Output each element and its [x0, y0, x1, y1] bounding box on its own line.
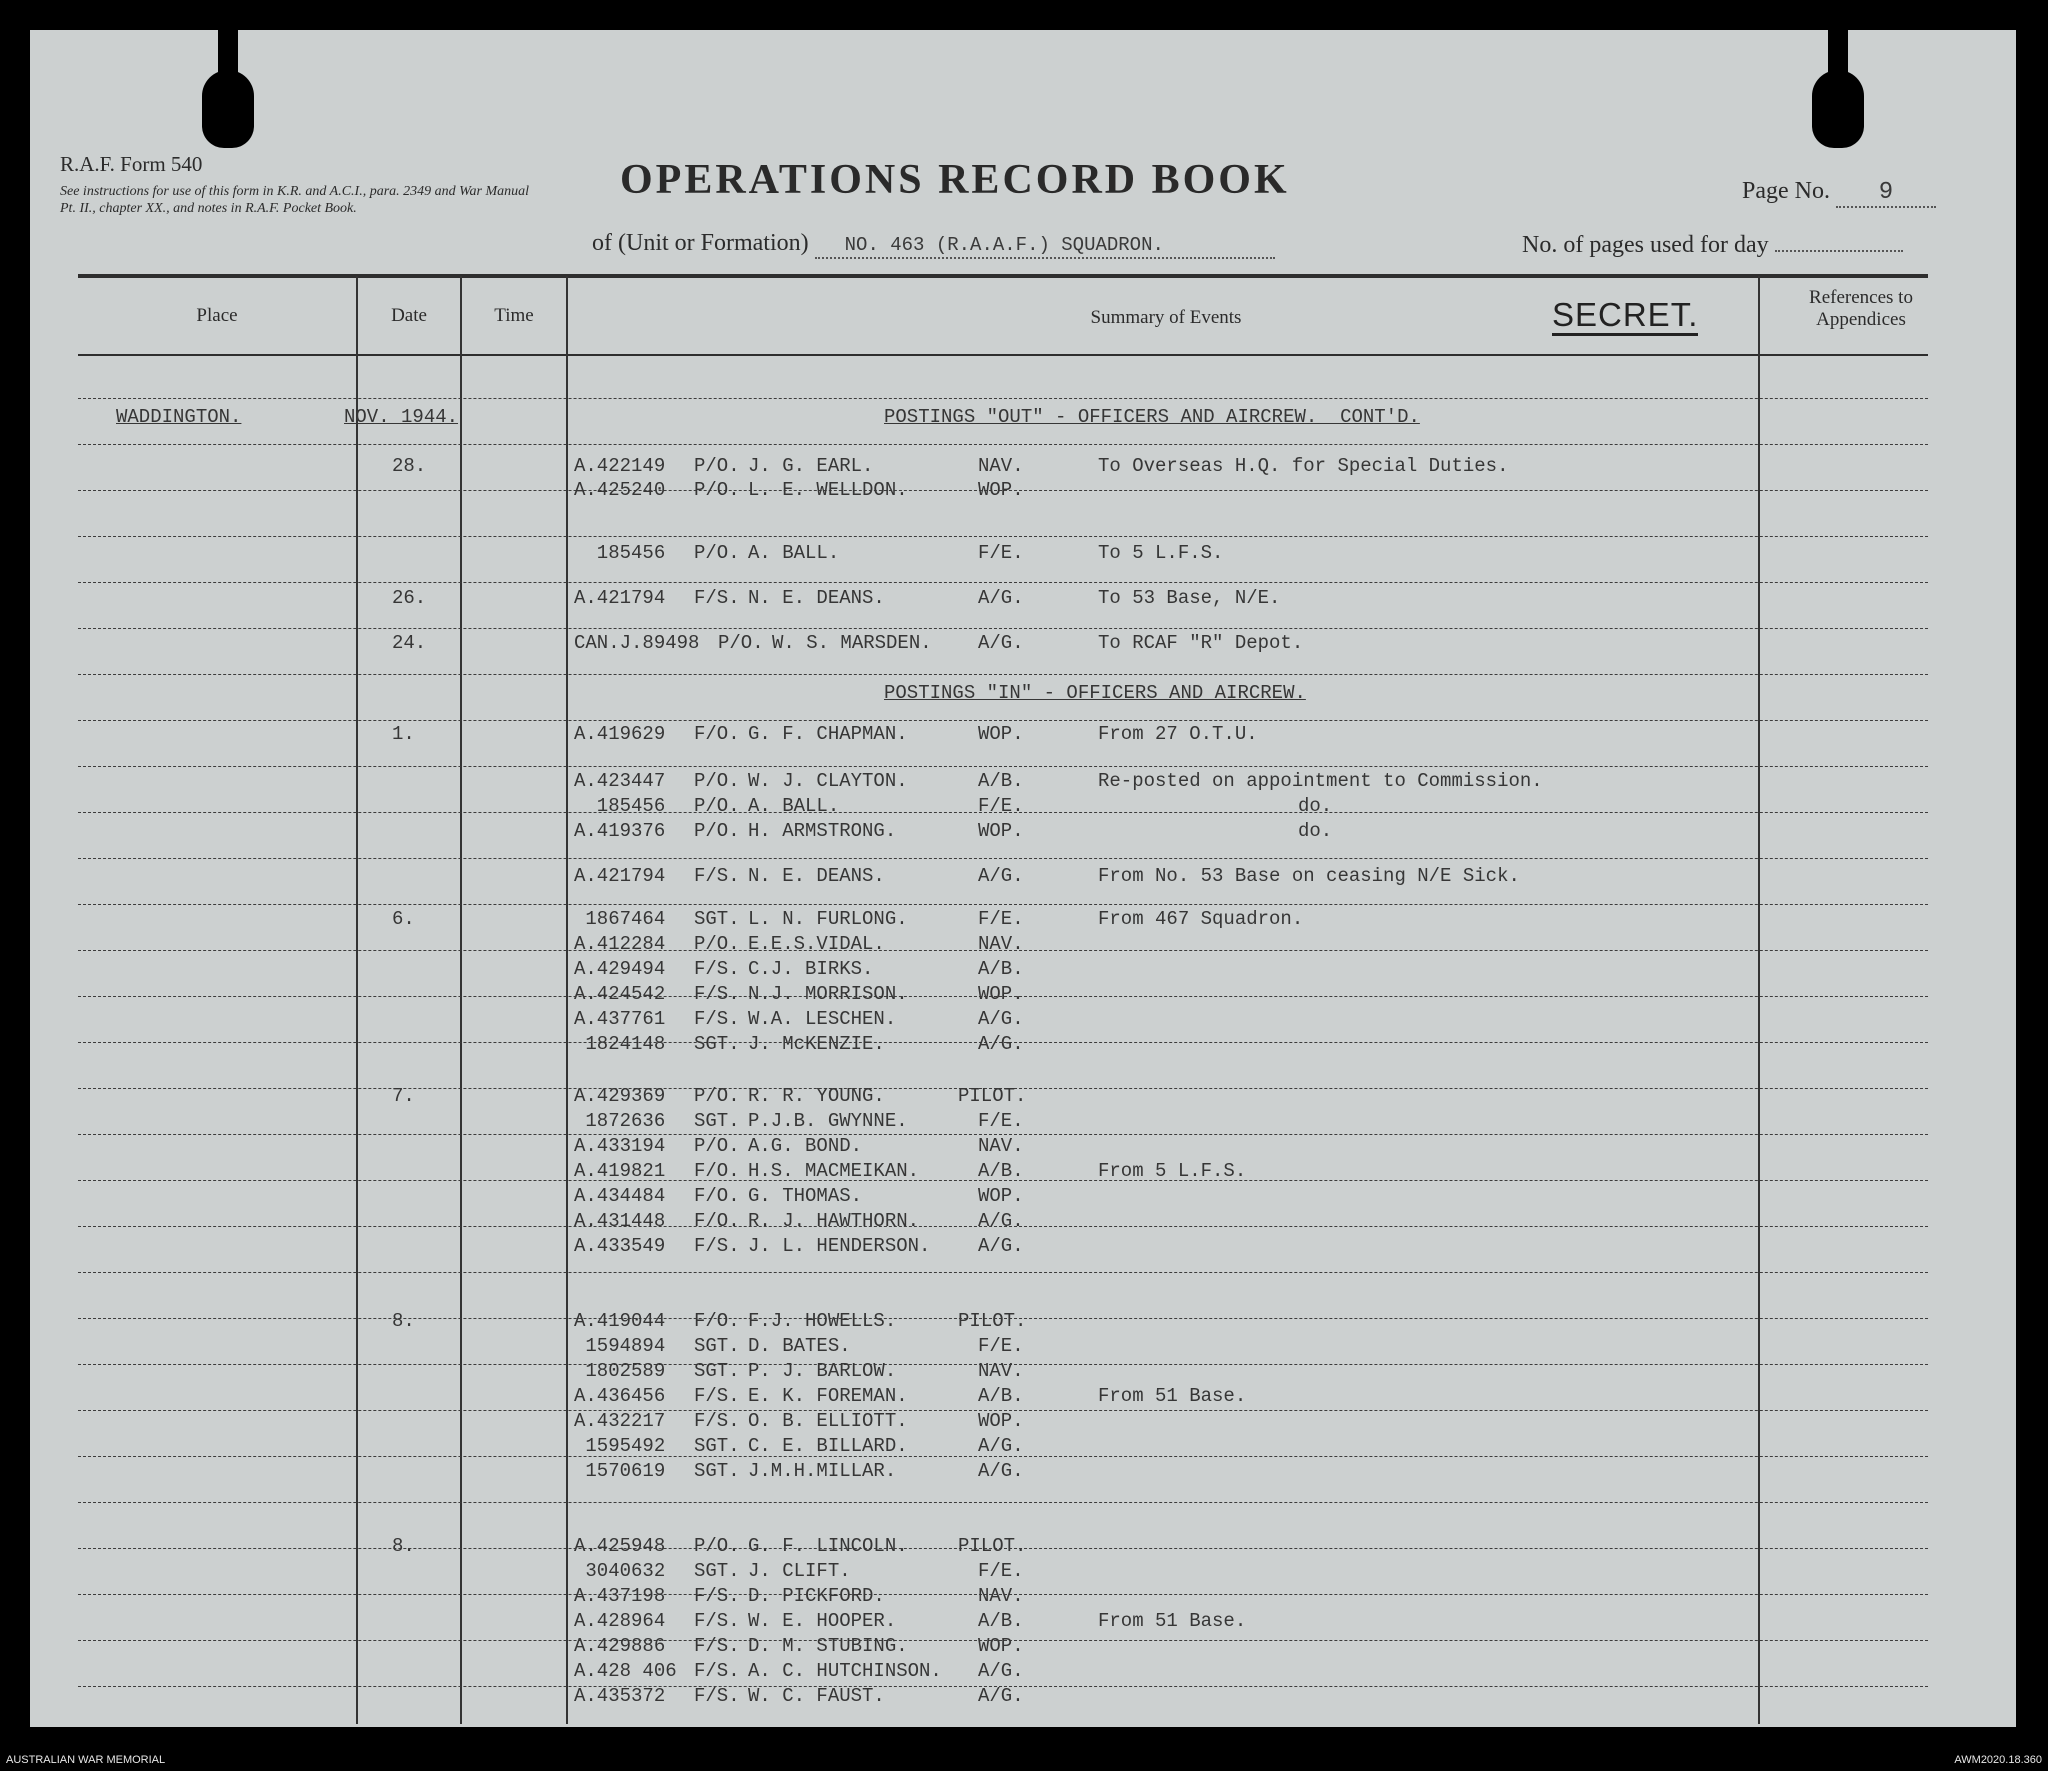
name-cell: R. R. YOUNG.	[748, 1085, 885, 1107]
pages-used-field	[1522, 232, 1903, 259]
ruled-line	[78, 444, 1928, 445]
page-number-label: Page No.	[1742, 178, 1830, 204]
trade-cell: A/G.	[978, 1210, 1024, 1232]
name-cell: W. E. HOOPER.	[748, 1610, 897, 1632]
remark-cell: From No. 53 Base on ceasing N/E Sick.	[1098, 865, 1520, 887]
name-cell: F.J. HOWELLS.	[748, 1310, 897, 1332]
unit-field	[592, 230, 1275, 259]
rank-cell: P/O.	[694, 933, 740, 955]
trade-cell: F/E.	[978, 1560, 1024, 1582]
name-cell: H. ARMSTRONG.	[748, 820, 897, 842]
footer-credit: AUSTRALIAN WAR MEMORIAL	[6, 1754, 166, 1766]
trade-cell: A/G.	[978, 865, 1024, 887]
name-cell: J. CLIFT.	[748, 1560, 851, 1582]
trade-cell: WOP.	[978, 479, 1024, 501]
service-number: A.428 406	[574, 1660, 677, 1682]
pages-used-label: No. of pages used for day	[1522, 232, 1769, 258]
ruled-line	[78, 398, 1928, 399]
remark-cell: To 53 Base, N/E.	[1098, 587, 1281, 609]
service-number: 1867464	[574, 908, 666, 930]
service-number: A.429886	[574, 1635, 666, 1657]
service-number: A.419044	[574, 1310, 666, 1332]
rank-cell: P/O.	[694, 455, 740, 477]
rank-cell: P/O.	[694, 479, 740, 501]
column-header-summary: Summary of Events	[1090, 307, 1242, 328]
trade-cell: NAV.	[978, 1585, 1024, 1607]
rank-cell: F/S.	[694, 587, 740, 609]
service-number: 1570619	[574, 1460, 666, 1482]
service-number: A.431448	[574, 1210, 666, 1232]
name-cell: N.J. MORRISON.	[748, 983, 908, 1005]
rank-cell: P/O.	[694, 1535, 740, 1557]
trade-cell: WOP.	[978, 1185, 1024, 1207]
service-number: 1595492	[574, 1435, 666, 1457]
rank-cell: SGT.	[694, 1033, 740, 1055]
trade-cell: A/B.	[978, 1610, 1024, 1632]
service-number: A.433194	[574, 1135, 666, 1157]
trade-cell: NAV.	[978, 933, 1024, 955]
service-number: A.432217	[574, 1410, 666, 1432]
name-cell: C.J. BIRKS.	[748, 958, 874, 980]
name-cell: O. B. ELLIOTT.	[748, 1410, 908, 1432]
name-cell: W.A. LESCHEN.	[748, 1008, 897, 1030]
name-cell: H.S. MACMEIKAN.	[748, 1160, 920, 1182]
name-cell: D. M. STUBING.	[748, 1635, 908, 1657]
page-title: OPERATIONS RECORD BOOK	[620, 157, 1290, 203]
trade-cell: F/E.	[978, 795, 1024, 817]
trade-cell: F/E.	[978, 1110, 1024, 1132]
secret-stamp: SECRET.	[1552, 297, 1698, 336]
column-header-references: References to Appendices	[1809, 287, 1913, 330]
service-number: 1872636	[574, 1110, 666, 1132]
name-cell: E.E.S.VIDAL.	[748, 933, 885, 955]
ruled-line	[78, 858, 1928, 859]
name-cell: J. McKENZIE.	[748, 1033, 885, 1055]
remark-cell: do.	[1298, 820, 1333, 842]
service-number: A.436456	[574, 1385, 666, 1407]
trade-cell: F/E.	[978, 1335, 1024, 1357]
rank-cell: SGT.	[694, 1435, 740, 1457]
ruled-line	[78, 582, 1928, 583]
trade-cell: WOP.	[978, 723, 1024, 745]
rank-cell: F/S.	[694, 958, 740, 980]
name-cell: G. THOMAS.	[748, 1185, 863, 1207]
trade-cell: NAV.	[978, 1135, 1024, 1157]
name-cell: D. BATES.	[748, 1335, 851, 1357]
column-divider-time	[566, 276, 568, 1724]
remark-cell: do.	[1298, 795, 1333, 817]
date-cell: 1.	[392, 723, 415, 745]
rank-cell: F/S.	[694, 1635, 740, 1657]
ruled-line	[78, 1502, 1928, 1503]
service-number: A.424542	[574, 983, 666, 1005]
date-cell: 8.	[392, 1310, 415, 1332]
service-number: 3040632	[574, 1560, 666, 1582]
column-header-date: Date	[391, 305, 427, 326]
trade-cell: NAV.	[978, 455, 1024, 477]
trade-cell: WOP.	[978, 820, 1024, 842]
service-number: A.412284	[574, 933, 666, 955]
service-number: A.419376	[574, 820, 666, 842]
trade-cell: F/E.	[978, 908, 1024, 930]
name-cell: L. N. FURLONG.	[748, 908, 908, 930]
date-cell: 24.	[392, 632, 427, 654]
name-cell: A. BALL.	[748, 542, 840, 564]
trade-cell: WOP.	[978, 1410, 1024, 1432]
page-number-field	[1742, 178, 1936, 208]
name-cell: D. PICKFORD.	[748, 1585, 885, 1607]
trade-cell: A/B.	[978, 1385, 1024, 1407]
trade-cell: A/G.	[978, 1685, 1024, 1707]
rank-cell: F/S.	[694, 1660, 740, 1682]
service-number: A.435372	[574, 1685, 666, 1707]
rank-cell: F/O.	[694, 723, 740, 745]
rank-cell: F/O.	[694, 1185, 740, 1207]
remark-cell: From 27 O.T.U.	[1098, 723, 1258, 745]
remark-cell: To RCAF "R" Depot.	[1098, 632, 1304, 654]
rank-cell: F/O.	[694, 1160, 740, 1182]
service-number: A.421794	[574, 587, 666, 609]
name-cell: L. E. WELLDON.	[748, 479, 908, 501]
trade-cell: A/G.	[978, 632, 1024, 654]
date-cell: 7.	[392, 1085, 415, 1107]
service-number: 1802589	[574, 1360, 666, 1382]
trade-cell: A/B.	[978, 1160, 1024, 1182]
rank-cell: P/O.	[694, 1085, 740, 1107]
rank-cell: F/S.	[694, 1685, 740, 1707]
rank-cell: F/O.	[694, 1210, 740, 1232]
name-cell: A. BALL.	[748, 795, 840, 817]
trade-cell: A/G.	[978, 1235, 1024, 1257]
rank-cell: F/S.	[694, 1385, 740, 1407]
service-number: A.429494	[574, 958, 666, 980]
rank-cell: SGT.	[694, 1460, 740, 1482]
name-cell: J.M.H.MILLAR.	[748, 1460, 897, 1482]
punch-hole-left	[202, 70, 254, 148]
remark-cell: From 51 Base.	[1098, 1610, 1247, 1632]
service-number: A.437198	[574, 1585, 666, 1607]
service-number: CAN.J.89498	[574, 632, 700, 654]
rank-cell: P/O.	[694, 820, 740, 842]
rank-cell: SGT.	[694, 908, 740, 930]
service-number: A.428964	[574, 1610, 666, 1632]
ruled-line	[78, 904, 1928, 905]
rank-cell: F/S.	[694, 1008, 740, 1030]
rank-cell: F/S.	[694, 1585, 740, 1607]
trade-cell: WOP.	[978, 983, 1024, 1005]
remark-cell: To 5 L.F.S.	[1098, 542, 1224, 564]
service-number: A.434484	[574, 1185, 666, 1207]
trade-cell: A/G.	[978, 1435, 1024, 1457]
ruled-line	[78, 720, 1928, 721]
trade-cell: NAV.	[978, 1360, 1024, 1382]
date-cell: 8.	[392, 1535, 415, 1557]
service-number: A.433549	[574, 1235, 666, 1257]
name-cell: W. C. FAUST.	[748, 1685, 885, 1707]
trade-cell: PILOT.	[958, 1310, 1027, 1332]
rank-cell: SGT.	[694, 1360, 740, 1382]
punch-hole-right	[1812, 70, 1864, 148]
service-number: A.425240	[574, 479, 666, 501]
section-heading: POSTINGS "IN" - OFFICERS AND AIRCREW.	[884, 682, 1306, 704]
rank-cell: F/S.	[694, 983, 740, 1005]
name-cell: R. J. HAWTHORN.	[748, 1210, 920, 1232]
trade-cell: PILOT.	[958, 1085, 1027, 1107]
form-number: R.A.F. Form 540	[60, 152, 203, 176]
date-cell: 26.	[392, 587, 427, 609]
ruled-line	[78, 536, 1928, 537]
service-number: A.429369	[574, 1085, 666, 1107]
name-cell: N. E. DEANS.	[748, 587, 885, 609]
rank-cell: SGT.	[694, 1110, 740, 1132]
rank-cell: F/S.	[694, 1235, 740, 1257]
service-number: A.437761	[574, 1008, 666, 1030]
trade-cell: A/G.	[978, 1033, 1024, 1055]
rank-cell: F/O.	[694, 1310, 740, 1332]
name-cell: J. G. EARL.	[748, 455, 874, 477]
name-cell: N. E. DEANS.	[748, 865, 885, 887]
name-cell: P.J.B. GWYNNE.	[748, 1110, 908, 1132]
service-number: 1594894	[574, 1335, 666, 1357]
column-header-place: Place	[196, 305, 238, 326]
footer-reference: AWM2020.18.360	[1954, 1754, 2042, 1766]
page-number-value: 9	[1878, 179, 1894, 206]
trade-cell: A/G.	[978, 587, 1024, 609]
remark-cell: To Overseas H.Q. for Special Duties.	[1098, 455, 1509, 477]
trade-cell: A/G.	[978, 1008, 1024, 1030]
name-cell: P. J. BARLOW.	[748, 1360, 897, 1382]
date-cell: 6.	[392, 908, 415, 930]
remark-cell: From 51 Base.	[1098, 1385, 1247, 1407]
trade-cell: PILOT.	[958, 1535, 1027, 1557]
remark-cell: Re-posted on appointment to Commission.	[1098, 770, 1543, 792]
ruled-line	[78, 674, 1928, 675]
rank-cell: P/O.	[694, 542, 740, 564]
ruled-line	[78, 628, 1928, 629]
trade-cell: A/B.	[978, 770, 1024, 792]
rank-cell: F/S.	[694, 1610, 740, 1632]
name-cell: G. F. CHAPMAN.	[748, 723, 908, 745]
service-number: 1824148	[574, 1033, 666, 1055]
unit-label: of (Unit or Formation)	[592, 230, 809, 256]
place-cell: WADDINGTON.	[116, 406, 242, 428]
trade-cell: F/E.	[978, 542, 1024, 564]
rank-cell: SGT.	[694, 1335, 740, 1357]
trade-cell: A/G.	[978, 1460, 1024, 1482]
column-header-time: Time	[494, 305, 534, 326]
section-heading: POSTINGS "OUT" - OFFICERS AND AIRCREW. CONT'D.	[884, 406, 1420, 428]
rank-cell: F/S.	[694, 1410, 740, 1432]
name-cell: G. F. LINCOLN.	[748, 1535, 908, 1557]
name-cell: E. K. FOREMAN.	[748, 1385, 908, 1407]
rank-cell: P/O.	[718, 632, 764, 654]
service-number: A.422149	[574, 455, 666, 477]
trade-cell: A/B.	[978, 958, 1024, 980]
column-divider-place	[356, 276, 358, 1724]
date-cell: NOV. 1944.	[344, 406, 459, 428]
form-header-left	[60, 152, 530, 217]
service-number: 185456	[574, 542, 666, 564]
rank-cell: P/O.	[694, 795, 740, 817]
unit-value: NO. 463 (R.A.A.F.) SQUADRON.	[844, 234, 1164, 256]
rank-cell: P/O.	[694, 770, 740, 792]
trade-cell: A/G.	[978, 1660, 1024, 1682]
service-number: A.421794	[574, 865, 666, 887]
name-cell: W. J. CLAYTON.	[748, 770, 908, 792]
name-cell: A. C. HUTCHINSON.	[748, 1660, 942, 1682]
name-cell: A.G. BOND.	[748, 1135, 863, 1157]
service-number: A.423447	[574, 770, 666, 792]
ruled-line	[78, 766, 1928, 767]
trade-cell: WOP.	[978, 1635, 1024, 1657]
name-cell: C. E. BILLARD.	[748, 1435, 908, 1457]
column-divider-date	[460, 276, 462, 1724]
service-number: A.419821	[574, 1160, 666, 1182]
service-number: 185456	[574, 795, 666, 817]
remark-cell: From 467 Squadron.	[1098, 908, 1304, 930]
column-divider-summary	[1758, 276, 1760, 1724]
remark-cell: From 5 L.F.S.	[1098, 1160, 1247, 1182]
name-cell: W. S. MARSDEN.	[772, 632, 932, 654]
service-number: A.425948	[574, 1535, 666, 1557]
name-cell: J. L. HENDERSON.	[748, 1235, 931, 1257]
form-instructions: See instructions for use of this form in K.R. and A.C.I., para. 2349 and War Manual Pt. II., chapter XX., and notes in R.A.F. Pocket Book.	[60, 184, 530, 216]
ruled-line	[78, 1272, 1928, 1273]
rank-cell: F/S.	[694, 865, 740, 887]
service-number: A.419629	[574, 723, 666, 745]
rank-cell: P/O.	[694, 1135, 740, 1157]
date-cell: 28.	[392, 455, 427, 477]
rank-cell: SGT.	[694, 1560, 740, 1582]
